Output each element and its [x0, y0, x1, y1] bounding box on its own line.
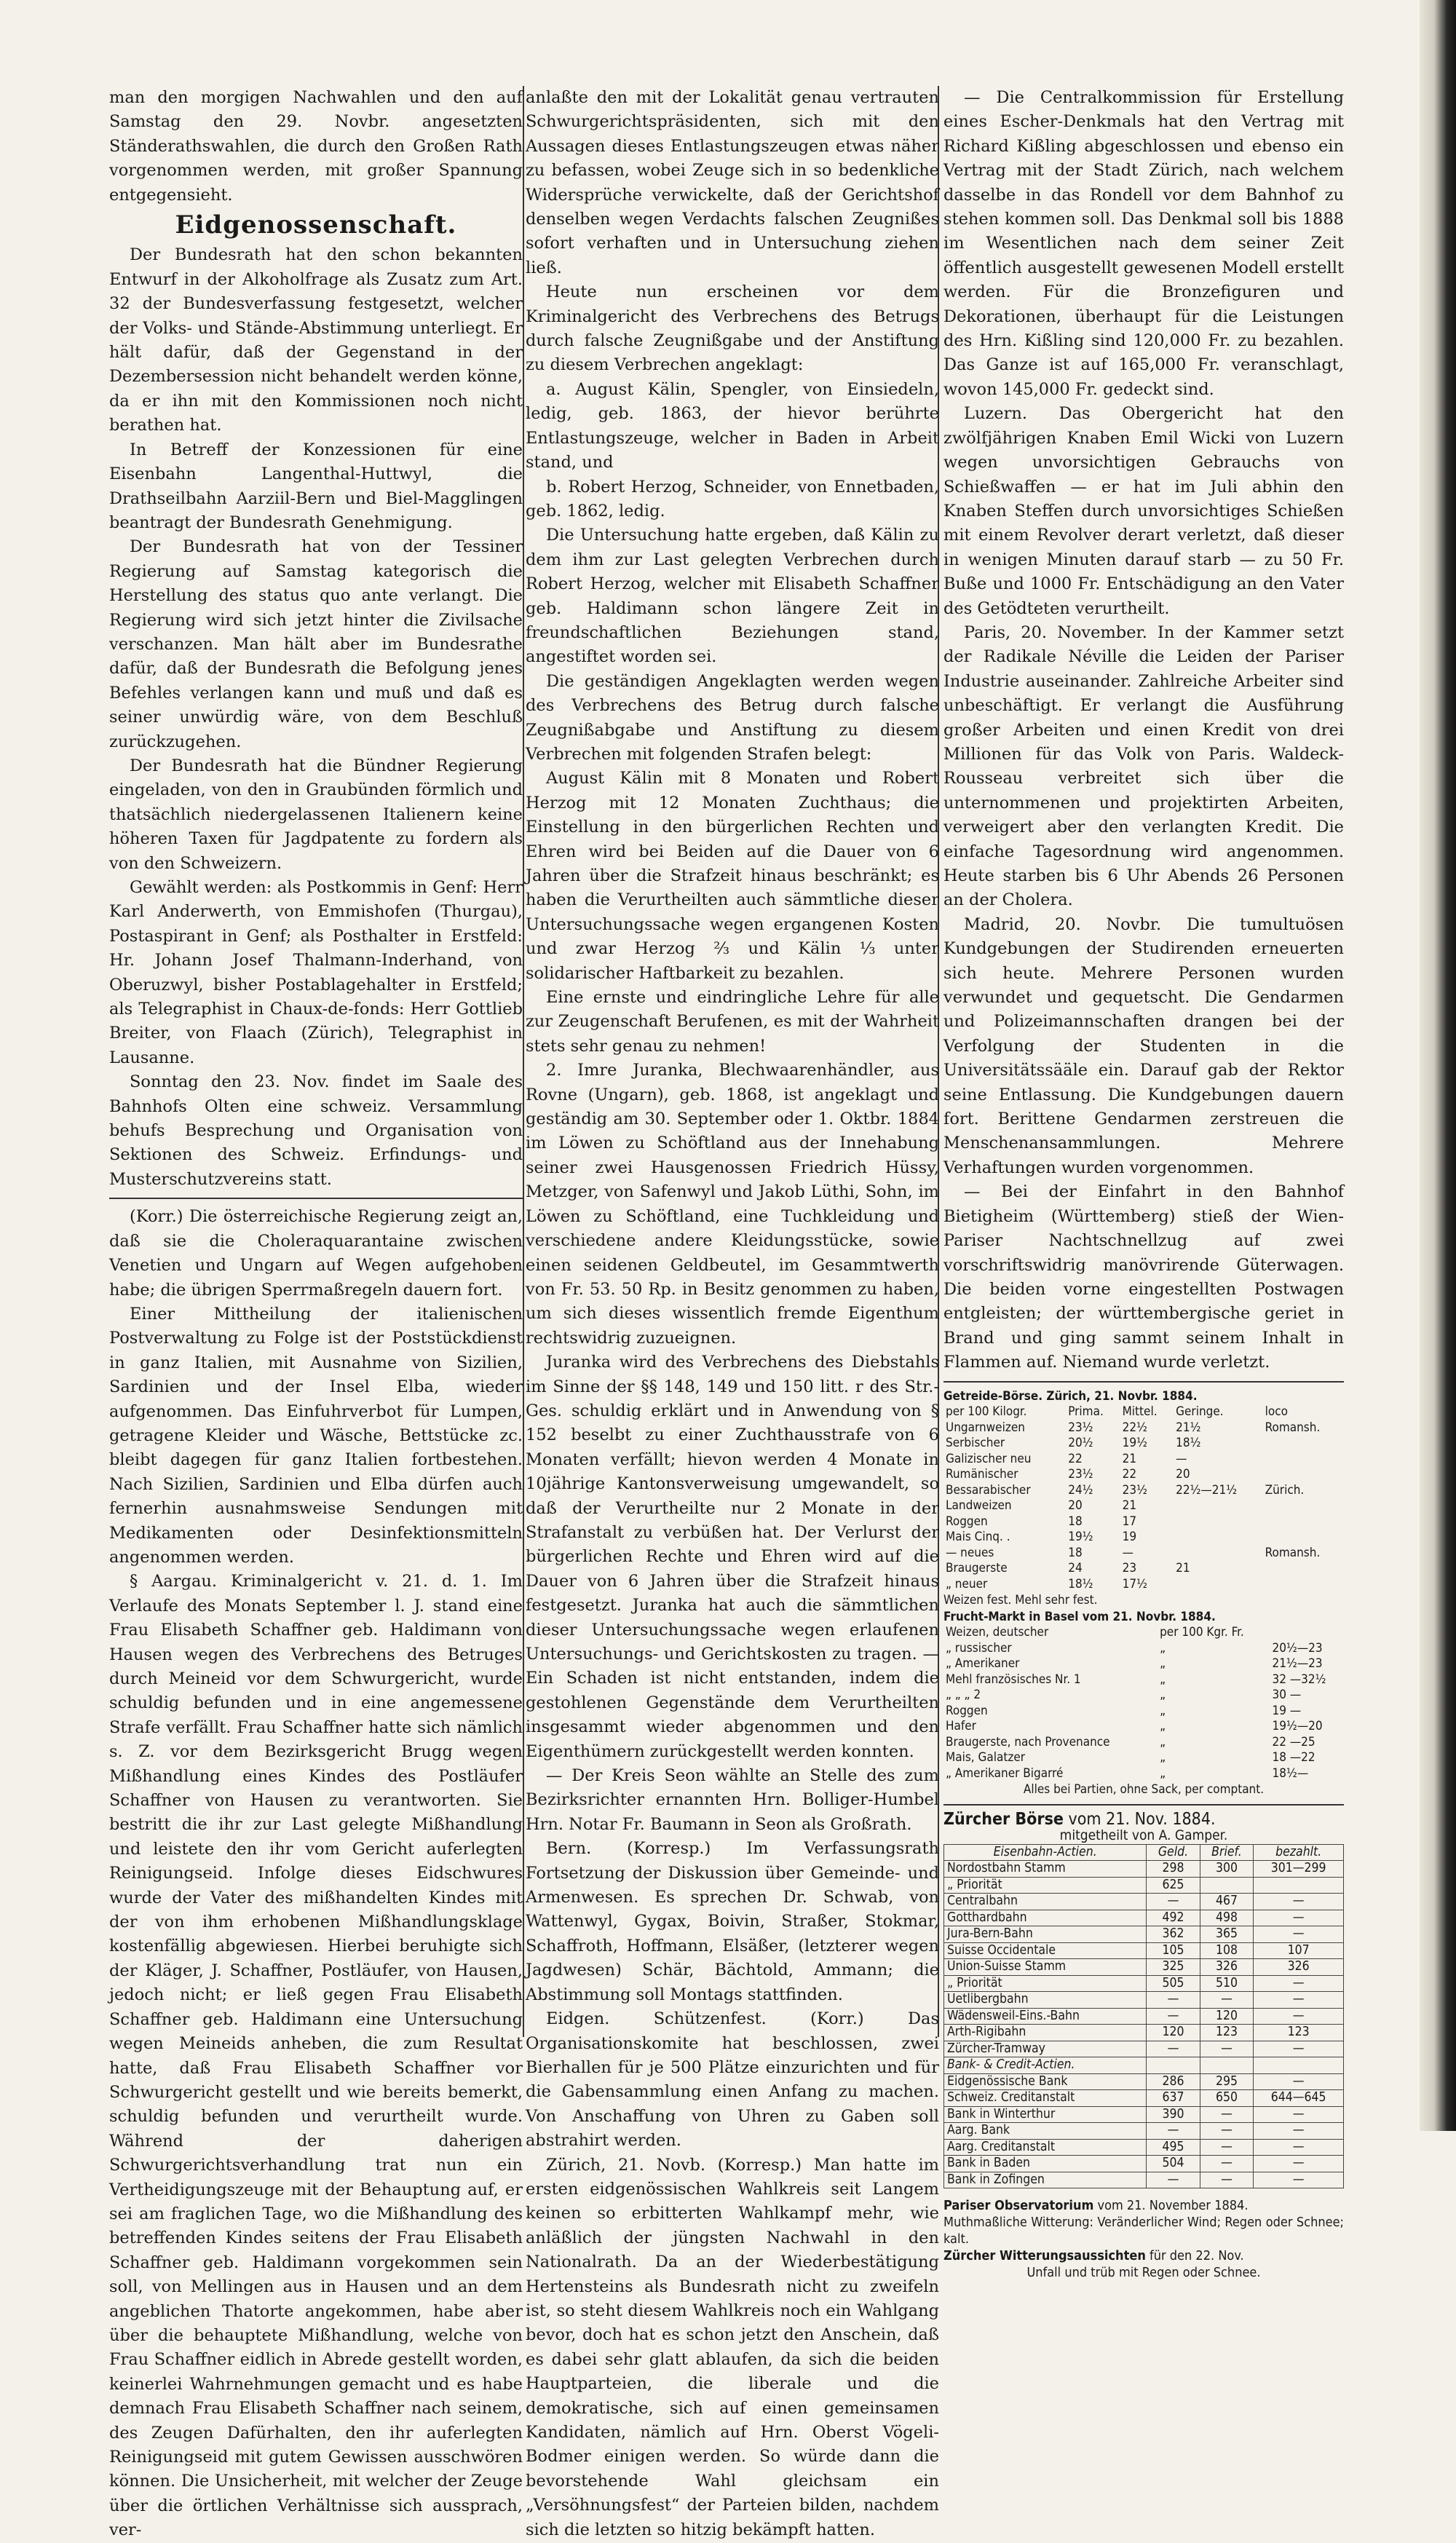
table-cell: Zürich. — [1265, 1482, 1305, 1498]
table-row — [944, 1861, 1344, 1878]
article: Bern. (Korresp.) Im Verfassungsrath Fortsetzung der Diskussion über Gemeinde- und Armenwesen. Es sprechen Dr. Schwab, von Wattenwyl, Gygax, Boivin, Straßer, Stokmar, Schaffroth, Hoffmann, Elsäßer, (letzterer wegen Jagdwesen) Schär, Bächtold, Ammann; die Abstimmung soll Montags stattfinden. — [526, 1839, 939, 2004]
table-cell: Ungarnweizen — [946, 1420, 1025, 1435]
table-cell: 505 — [1147, 1975, 1200, 1992]
table-cell: Bessarabischer — [946, 1482, 1031, 1498]
table-header: Mittel. — [1122, 1404, 1158, 1420]
table-cell: Galizischer neu — [946, 1451, 1032, 1466]
table-cell: 21½ — [1176, 1420, 1201, 1435]
table-row — [943, 1625, 1344, 1641]
table-cell: — — [1147, 2172, 1200, 2188]
table-cell: — — [1254, 1926, 1344, 1943]
table-cell: 17 — [1122, 1514, 1137, 1529]
table-header-row — [943, 1404, 1344, 1420]
table-row — [944, 1942, 1344, 1959]
article: Die Untersuchung hatte ergeben, daß Kälin zu dem ihm zur Last gelegten Verbrechen durch Robert Herzog, welcher mit Elisabeth Schaffner geb. Haldimann schon längere Zeit in freundschaftlichen Beziehungen stand, angestiftet worden sei. — [526, 526, 939, 667]
table-cell: 301—299 — [1254, 1861, 1344, 1878]
table-cell: „ — [1160, 1734, 1166, 1749]
table-cell: Mais, Galatzer — [946, 1750, 1026, 1765]
table-row — [943, 1530, 1344, 1546]
table-cell: — — [1200, 2156, 1254, 2172]
table-cell: 390 — [1147, 2106, 1200, 2123]
table-cell: Braugerste, nach Provenance — [946, 1734, 1110, 1749]
table-cell: — — [1254, 2123, 1344, 2140]
table-row — [943, 1561, 1344, 1577]
table-cell: 24 — [1068, 1561, 1083, 1576]
table-cell: — — [1254, 2172, 1344, 2188]
table-cell: — — [1254, 2139, 1344, 2156]
table-cell: 20 — [1176, 1467, 1190, 1482]
table-cell: Serbischer — [946, 1436, 1005, 1451]
article: Der Bundesrath hat den schon bekannten Entwurf in der Alkoholfrage als Zusatz zum Art. 32 der Bundesverfassung festgesetzt, welcher der Volks- und Stände-Abstimmung unterliegt. Er hält dafür, daß der Gegenstand in der Dezembersession nicht behandelt werden könne, da er ihn mit den Kommissionen noch nicht berathen hat. — [109, 245, 523, 435]
article: Die geständigen Angeklagten werden wegen des Verbrechens des Betrug durch falsche Zeugnißabgabe und Anstiftung zu diesem Verbrechen mit folgenden Strafen belegt: — [526, 671, 939, 764]
table-cell: 18½— — [1272, 1765, 1309, 1781]
table-row — [944, 2139, 1344, 2156]
boerse-date: vom 21. Nov. 1884. — [1068, 1809, 1216, 1829]
article: — Der Kreis Seon wählte an Stelle des zum Bezirksrichter ernannten Hrn. Bolliger-Humbel Hrn. Notar Fr. Baumann in Seon als Großrath. — [526, 1766, 939, 1834]
table-cell: — — [1254, 2008, 1344, 2025]
table-cell: 18 — [1068, 1545, 1083, 1560]
frucht-title: Frucht-Markt in Basel vom 21. Novbr. 1884. — [943, 1609, 1216, 1624]
table-cell: — — [1200, 2172, 1254, 2188]
column-rule-left — [523, 86, 524, 2037]
table-cell: Gotthardbahn — [944, 1910, 1147, 1926]
article: Heute nun erscheinen vor dem Kriminalgericht des Verbrechens des Betrugs durch falsche Zeugnißgabe und der Anstiftung zu diesem Verbrechen angeklagt: — [526, 282, 939, 375]
table-cell: Roggen — [946, 1514, 988, 1529]
table-cell: — — [1147, 2041, 1200, 2057]
table-cell: 21 — [1122, 1498, 1137, 1514]
table-cell: 298 — [1147, 1861, 1200, 1878]
table-cell: 23 — [1122, 1561, 1137, 1576]
table-cell: „ — [1160, 1656, 1166, 1672]
article: b. Robert Herzog, Schneider, von Ennetbaden, geb. 1862, ledig. — [526, 477, 939, 521]
table-cell: 30 — — [1272, 1688, 1302, 1703]
table-cell: — — [1254, 1975, 1344, 1992]
table-cell — [1263, 1498, 1344, 1514]
table-header: Geld. — [1147, 1844, 1200, 1861]
table-row — [944, 2156, 1344, 2172]
table-cell: Roggen — [946, 1703, 988, 1718]
boerse-title: Zürcher Börse — [943, 1809, 1064, 1829]
table-row — [944, 1877, 1344, 1894]
table-cell: Romansh. — [1265, 1545, 1321, 1560]
article: — Bei der Einfahrt in den Bahnhof Bietigheim (Württemberg) stieß der Wien-Pariser Nachtschnellzug auf zwei vorschriftswidrig manövrirende Güterwagen. Die beiden vorne eingestellten Postwagen entgleisten; der württembergische geriet in Brand und ging sammt seinem Inhalt in Flammen auf. Niemand wurde verletzt. — [943, 1182, 1344, 1372]
table-cell: 18 —22 — [1272, 1750, 1315, 1765]
table-cell: 300 — [1200, 1861, 1254, 1878]
table-cell: „ Priorität — [944, 1975, 1147, 1992]
table-cell: „ Priorität — [944, 1877, 1147, 1894]
table-cell — [1263, 1436, 1344, 1452]
table-header: per 100 Kilogr. — [946, 1404, 1027, 1420]
table-cell: 362 — [1147, 1926, 1200, 1943]
table-cell: 22 —25 — [1272, 1734, 1315, 1749]
table-cell: 120 — [1147, 2025, 1200, 2041]
table-cell: Uetlibergbahn — [944, 1992, 1147, 2009]
section-heading: Eidgenossenschaft. — [175, 210, 457, 240]
table-cell: — — [1254, 1910, 1344, 1926]
table-cell: — — [1122, 1545, 1133, 1560]
article: anlaßte den mit der Lokalität genau vertrauten Schwurgerichtspräsidenten, sich mit den Aussagen dieses Entlastungszeugen etwas näher zu befassen, wobei Zeuge sich in so bedenkliche Widersprüche verwickelte, daß der Gerichtshof denselben wegen Verdachts falschen Zeugnißes sofort verhaften und in Untersuchung ziehen ließ. — [526, 88, 939, 277]
table-cell: 21 — [1122, 1451, 1137, 1466]
article: Der Bundesrath hat die Bündner Regierung eingeladen, von den in Graubünden förmlich und thatsächlich niedergelassenen Italienern keine höheren Taxen für Jagdpatente zu fordern als von den Schweizern. — [109, 756, 523, 873]
table-cell: „ neuer — [946, 1576, 988, 1591]
table-row — [943, 1735, 1344, 1751]
table-cell: „ — [1160, 1672, 1166, 1687]
table-cell: — — [1254, 1894, 1344, 1910]
table-cell: „ — [1160, 1688, 1166, 1703]
table-cell: — — [1147, 2123, 1200, 2140]
table-cell: 286 — [1147, 2073, 1200, 2090]
scan-edge — [1420, 0, 1456, 2131]
table-cell: Hafer — [946, 1719, 976, 1734]
table-row — [944, 2025, 1344, 2041]
table-row — [944, 2008, 1344, 2025]
table-cell: 23½ — [1068, 1420, 1093, 1435]
article: Eine ernste und eindringliche Lehre für alle zur Zeugenschaft Berufenen, es mit der Wahrheit stets sehr genau zu nehmen! — [526, 988, 939, 1056]
table-row — [943, 1546, 1344, 1562]
table-cell: 107 — [1254, 1942, 1344, 1959]
table-cell — [1254, 1877, 1344, 1894]
table-row — [943, 1672, 1344, 1688]
table-cell: Rumänischer — [946, 1467, 1018, 1482]
table-cell: 19½ — [1068, 1530, 1093, 1545]
table-cell: — — [1200, 1992, 1254, 2009]
table-row — [944, 1959, 1344, 1976]
table-cell: 504 — [1147, 2156, 1200, 2172]
table-cell: 20 — [1068, 1498, 1083, 1514]
table-cell: 20½—23 — [1272, 1640, 1323, 1656]
table-row — [943, 1766, 1344, 1782]
table-cell: 19½ — [1122, 1436, 1147, 1451]
table-header: loco — [1265, 1404, 1288, 1420]
article: Der Bundesrath hat von der Tessiner Regierung auf Samstag kategorisch die Herstellung des status quo ante verlangt. Die Regierung wird sich jetzt hinter die Zivilsache verschanzen. Man hält aber im Bundesrathe dafür, daß der Bundesrath die Befolgung jenes Befehles verlangen kann und muß und daß es seiner unwürdig wäre, von dem Beschluß zurückzugehen. — [109, 537, 523, 751]
table-cell: 18½ — [1068, 1576, 1093, 1591]
divider — [943, 1804, 1344, 1806]
table-cell: 19½—20 — [1272, 1719, 1323, 1734]
table-cell — [1174, 1498, 1262, 1514]
table-cell — [1174, 1530, 1262, 1546]
table-row — [943, 1452, 1344, 1468]
boerse-by: mitgetheilt von A. Gamper. — [1059, 1827, 1228, 1844]
table-cell: 650 — [1200, 2090, 1254, 2107]
table-cell: — — [1254, 2073, 1344, 2090]
table-cell: Mais Cinq. . — [946, 1530, 1010, 1545]
table-cell: 32 —32½ — [1272, 1672, 1326, 1687]
table-cell: — neues — [946, 1545, 994, 1560]
article: Luzern. Das Obergericht hat den zwölfjährigen Knaben Emil Wicki von Luzern wegen unvorsichtigen Gebrauchs von Schießwaffen — er hat im Juli abhin den Knaben Steffen durch unvorsichtiges Schießen mit einem Revolver derart verletzt, daß dieser in wenigen Minuten darauf starb — zu 50 Fr. Buße und 1000 Fr. Entschädigung an den Vater des Getödteten verurtheilt. — [943, 404, 1344, 618]
table-cell: 326 — [1200, 1959, 1254, 1976]
table-cell: 498 — [1200, 1910, 1254, 1926]
table-cell: 19 — [1122, 1530, 1137, 1545]
table-cell: 295 — [1200, 2073, 1254, 2090]
table-row — [944, 1910, 1344, 1926]
table-cell: 21 — [1176, 1561, 1190, 1576]
table-cell: 108 — [1200, 1942, 1254, 1959]
table-cell: „ — [1160, 1640, 1166, 1656]
table-cell: 23½ — [1122, 1482, 1147, 1498]
table-cell: Eidgenössische Bank — [944, 2073, 1147, 2090]
table-cell: 625 — [1147, 1877, 1200, 1894]
table-cell: 365 — [1200, 1926, 1254, 1943]
observ-text: Muthmaßliche Witterung: Veränderlicher Wind; Regen oder Schnee; kalt. — [943, 2215, 1344, 2247]
table-cell: Bank in Baden — [944, 2156, 1147, 2172]
table-cell: — — [1147, 1992, 1200, 2009]
article: Sonntag den 23. Nov. findet im Saale des Bahnhofs Olten eine schweiz. Versammlung behufs Besprechung und Organisation von Sektionen des Schweiz. Erfindungs- und Musterschutzvereins statt. — [109, 1072, 523, 1189]
table-row — [943, 1514, 1344, 1530]
table-row — [943, 1436, 1344, 1452]
article: a. August Kälin, Spengler, von Einsiedeln, ledig, geb. 1863, der hievor berührte Entlastungszeuge, welcher in Baden in Arbeit stand, und — [526, 379, 939, 472]
getreide-note: Weizen fest. Mehl sehr fest. — [943, 1593, 1098, 1608]
column-1 — [109, 86, 523, 2543]
table-cell: 18 — [1068, 1514, 1083, 1529]
table-cell: Union-Suisse Stamm — [944, 1959, 1147, 1976]
table-cell: „ — [1160, 1719, 1166, 1734]
table-cell: „ Amerikaner Bigarré — [946, 1765, 1064, 1781]
table-cell — [1263, 1514, 1344, 1530]
table-cell: 467 — [1200, 1894, 1254, 1910]
table-cell: „ — [1160, 1703, 1166, 1718]
table-row — [944, 2073, 1344, 2090]
table-cell: Bank in Zofingen — [944, 2172, 1147, 2188]
getreide-boerse — [943, 1388, 1344, 1798]
article: Gewählt werden: als Postkommis in Genf: Herr Karl Anderwerth, von Emmishofen (Thurgau), Postaspirant in Genf; als Posthalter in Erstfeld: Hr. Johann Josef Thalmann-Inderhand, von Oberuzwyl, bisher Postablagehalter in Erstfeld; als Telegraphist in Chaux-de-fonds: Herr Gottlieb Breiter, von Flaach (Zürich), Telegraphist in Lausanne. — [109, 878, 523, 1067]
article: Madrid, 20. Novbr. Die tumultuösen Kundgebungen der Studirenden erneuerten sich heute. Mehrere Personen wurden verwundet und gequetscht. Die Gendarmen und Polizeimannschaften drangen bei der Verfolgung der Studenten in die Universitätssääle ein. Darauf gab der Rektor seine Entlassung. Die Kundgebungen dauern fort. Berittene Gendarmen zerstreuen die Menschenansammlungen. Mehrere Verhaftungen wurden vorgenommen. — [943, 914, 1344, 1177]
zuercher-boerse — [943, 1811, 1344, 2189]
table-cell: 22 — [1122, 1467, 1137, 1482]
intro-text: man den morgigen Nachwahlen und den auf Samstag den 29. Novbr. angesetzten Ständerathswahlen, die durch den Großen Rath vorgenommen werden, mit großer Spannung entgegensieht. — [109, 88, 523, 205]
table-row — [943, 1688, 1344, 1704]
table-cell: 644—645 — [1254, 2090, 1344, 2107]
table-cell: 23½ — [1068, 1467, 1093, 1482]
divider — [943, 1381, 1344, 1383]
table-cell: 123 — [1254, 2025, 1344, 2041]
table-cell: „ — [1160, 1750, 1166, 1765]
table-row — [943, 1704, 1344, 1720]
table-cell — [1263, 1561, 1344, 1577]
article: Einer Mittheilung der italienischen Postverwaltung zu Folge ist der Poststückdienst in ganz Italien, mit Ausnahme von Sizilien, Sardinien und der Insel Elba, wieder aufgenommen. Das Einfuhrverbot für Lumpen, getragene Kleider und Wäsche, Bettstücke zc. bleibt dagegen für ganz Italien fortbestehen. Nach Sizilien, Sardinien und Elba dürfen auch fernerhin ausnahmsweise Sendungen mit Medikamenten oder Desinfektionsmitteln angenommen werden. — [109, 1304, 523, 1567]
table-cell: 21½—23 — [1272, 1656, 1323, 1672]
table-row — [944, 2041, 1344, 2057]
observ-date: vom 21. November 1884. — [1097, 2198, 1249, 2214]
table-cell: Romansh. — [1265, 1420, 1321, 1435]
table-cell: Schweiz. Creditanstalt — [944, 2090, 1147, 2107]
table-cell: — — [1254, 2156, 1344, 2172]
table-row — [943, 1750, 1344, 1766]
table-cell — [1174, 1514, 1262, 1530]
table-cell: 24½ — [1068, 1482, 1093, 1498]
table-header: Bank- & Credit-Actien. — [944, 2057, 1147, 2074]
table-cell: Suisse Occidentale — [944, 1942, 1147, 1959]
table-cell: 105 — [1147, 1942, 1200, 1959]
table-cell: 492 — [1147, 1910, 1200, 1926]
table-row — [944, 1894, 1344, 1910]
table-cell: 325 — [1147, 1959, 1200, 1976]
table-row — [943, 1641, 1344, 1657]
wetter-text: Unfall und trüb mit Regen oder Schnee. — [1026, 2265, 1261, 2281]
getreide-table — [943, 1404, 1344, 1592]
table-cell: „ — [1160, 1765, 1166, 1781]
table-cell: „ Amerikaner — [946, 1656, 1020, 1672]
table-header: Brief. — [1200, 1844, 1254, 1861]
table-header: Geringe. — [1176, 1404, 1224, 1420]
table-cell: 326 — [1254, 1959, 1344, 1976]
table-cell: 20½ — [1068, 1436, 1093, 1451]
table-cell — [1263, 1530, 1344, 1546]
table-row — [943, 1420, 1344, 1436]
table-cell: Nordostbahn Stamm — [944, 1861, 1147, 1878]
table-row — [944, 1926, 1344, 1943]
article: In Betreff der Konzessionen für eine Eisenbahn Langenthal-Huttwyl, die Drathseilbahn Aarziil-Bern und Biel-Magglingen beantragt der Bundesrath Genehmigung. — [109, 440, 523, 532]
getreide-title: Getreide-Börse. Zürich, 21. Novbr. 1884. — [943, 1388, 1198, 1404]
table-cell: — — [1200, 2106, 1254, 2123]
article: Eidgen. Schützenfest. (Korr.) Das Organisationskomite hat beschlossen, zwei Bierhallen für je 500 Plätze einzurichten und für die Gabensammlung einen Anfang zu machen. Von Anschaffung von Uhren zu Gaben soll abstrahirt werden. — [526, 2009, 939, 2151]
table-cell: Jura-Bern-Bahn — [944, 1926, 1147, 1943]
table-cell: — — [1254, 1992, 1344, 2009]
table-row — [944, 1992, 1344, 2009]
observ-title: Pariser Observatorium — [943, 2198, 1094, 2214]
table-cell: Weizen, deutscher — [946, 1625, 1049, 1640]
table-cell: per 100 Kgr. Fr. — [1160, 1625, 1244, 1640]
table-cell: 637 — [1147, 2090, 1200, 2107]
table-cell: 123 — [1200, 2025, 1254, 2041]
article: Juranka wird des Verbrechens des Diebstahls im Sinne der §§ 148, 149 und 150 litt. r des Str.-Ges. schuldig erklärt und in Anwendung von § 152 beselbt zu einer Zuchthausstrafe von 6 Monaten verfällt; hievon werden 4 Monate in 10jährige Kantonsverweisung umgewandelt, so daß der Verurtheilte nur 2 Monate in der Strafanstalt zu verbüßen hat. Der Verlurst der bürgerlichen Rechte und Ehren wird auf die Dauer von 6 Jahren über die Strafzeit hinaus festgesetzt. Juranka hat auch die sämmtlichen dieser Untersuchungssache wegen erlaufenen Untersuchungs- und Gerichtskosten zu tragen. — Ein Schaden ist nicht entstanden, indem die gestohlenen Gegenstände dem Verurtheilten insgesammt wieder abgenommen und den Eigenthümern zurückgestellt werden konnten. — [526, 1353, 939, 1761]
article: (Korr.) Die österreichische Regierung zeigt an, daß sie die Choleraquarantaine zwischen Venetien und Ungarn auf Wegen aufgehoben habe; die übrigen Sperrmaßregeln dauern fort. — [109, 1207, 523, 1300]
observatorium — [943, 2197, 1344, 2281]
table-cell: 495 — [1147, 2139, 1200, 2156]
table-cell: Wädensweil-Eins.-Bahn — [944, 2008, 1147, 2025]
table-cell: — — [1200, 2139, 1254, 2156]
table-cell: Arth-Rigibahn — [944, 2025, 1147, 2041]
wetter-title: Zürcher Witterungsaussichten — [943, 2248, 1146, 2264]
table-header: Prima. — [1068, 1404, 1104, 1420]
frucht-table — [943, 1625, 1344, 1781]
table-cell — [1263, 1452, 1344, 1468]
article: Zürich, 21. Novb. (Korresp.) Man hatte im ersten eidgenössischen Wahlkreis seit Langem keinen so erbitterten Wahlkampf mehr, wie anläßlich der jüngsten Nachwahl in den Nationalrath. Da an der Wiederbestätigung Hertensteins als Bundesrath nicht zu zweifeln ist, so steht diesem Wahlkreis noch ein Wahlgang bevor, doch hat es schon jetzt den Anschein, daß es dabei sehr glatt ablaufen, da sich die beiden Hauptparteien, die liberale und die demokratische, sich auf einen gemeinsamen Kandidaten, nämlich auf Hrn. Oberst Vögeli-Bodmer einigen werden. So würde dann die bevorstehende Wahl gleichsam ein „Versöhnungsfest“ der Parteien bilden, nachdem sich die letzten so hitzig bekämpft hatten. — [526, 2155, 939, 2539]
article: — Die Centralkommission für Erstellung eines Escher-Denkmals hat den Vertrag mit Richard Kißling abgeschlossen und ebenso ein Vertrag mit der Stadt Zürich, nach welchem dasselbe in das Rondell vor dem Bahnhof zu stehen kommen soll. Das Denkmal soll bis 1888 im Wesentlichen nach dem seiner Zeit öffentlich ausgestellt gewesenen Modell erstellt werden. Für die Bronzefiguren und Dekorationen, überhaupt für die Leistungen des Hrn. Kißling sind 120,000 Fr. zu bezahlen. Das Ganze ist auf 165,000 Fr. veranschlagt, wovon 145,000 Fr. gedeckt sind. — [943, 88, 1344, 399]
table-header-row — [944, 2057, 1344, 2074]
table-cell: 18½ — [1176, 1436, 1201, 1451]
boerse-table — [943, 1844, 1344, 2189]
frucht-note: Alles bei Partien, ohne Sack, per comptant. — [1023, 1782, 1265, 1797]
table-cell: „ russischer — [946, 1640, 1012, 1656]
table-cell — [1263, 1577, 1344, 1593]
table-row — [943, 1719, 1344, 1735]
table-cell: 22½ — [1122, 1420, 1147, 1435]
column-2 — [526, 86, 939, 2542]
table-cell: 22½—21½ — [1176, 1482, 1238, 1498]
table-row — [944, 2090, 1344, 2107]
table-cell: 19 — — [1272, 1703, 1302, 1718]
table-cell — [1174, 1577, 1262, 1593]
table-cell: Mehl französisches Nr. 1 — [946, 1672, 1081, 1687]
table-header: Eisenbahn-Actien. — [944, 1844, 1147, 1861]
table-cell — [1174, 1546, 1262, 1562]
table-row — [944, 2106, 1344, 2123]
table-row — [944, 1975, 1344, 1992]
table-header: bezahlt. — [1254, 1844, 1344, 1861]
table-cell: 510 — [1200, 1975, 1254, 1992]
table-row — [943, 1656, 1344, 1672]
article: 2. Imre Juranka, Blechwaarenhändler, aus Rovne (Ungarn), geb. 1868, ist angeklagt und geständig am 30. September oder 1. Oktbr. 1884 im Löwen zu Schöftland aus der Innehabung seiner zwei Hausgenossen Friedrich Hüssy, Metzger, von Safenwyl und Jakob Lüthi, Sohn, im Löwen zu Schöftland, eine Tuchkleidung und verschiedene andere Kleidungsstücke, sowie einen seidenen Geldbeutel, im Gesammtwerth von Fr. 53. 50 Rp. in Besitz genommen zu haben, um sich dieses wissentlich fremde Eigenthum rechtswidrig zuzueignen. — [526, 1061, 939, 1348]
table-row — [943, 1577, 1344, 1593]
table-cell: — — [1200, 2123, 1254, 2140]
article: § Aargau. Kriminalgericht v. 21. d. 1. Im Verlaufe des Monats September l. J. stand eine Frau Elisabeth Schaffner geb. Haldimann von Hausen wegen des Verbrechens des Betruges durch Meineid vor dem Schwurgericht, wurde schuldig befunden und in eine angemessene Strafe verfällt. Frau Schaffner hatte sich nämlich s. Z. vor dem Bezirksgericht Brugg wegen Mißhandlung eines Kindes des Postläufer Schaffner von Hausen zu verantworten. Sie bestritt die ihr zur Last gelegte Mißhandlung und leistete den ihr vom Gericht auferlegten Reinigungseid. Infolge dieses Eidschwures wurde der Vater des mißhandelten Kindes mit der von ihm erhobenen Mißhandlungsklage kostenfällig abgewiesen. Hierbei beruhigte sich der Kläger, J. Schaffner, Postläufer, von Hausen, jedoch nicht; er ließ gegen Frau Elisabeth Schaffner geb. Haldimann eine Untersuchung wegen Meineids anheben, die zum Resultat hatte, daß Frau Elisabeth Schaffner vor Schwurgericht gestellt und wie bereits bemerkt, schuldig befunden und verurtheilt wurde. Während der daherigen Schwurgerichtsverhandlung trat nun ein Vertheidigungszeuge mit der Behauptung auf, er sei am fraglichen Tage, wo die Mißhandlung des betreffenden Kindes seitens der Frau Elisabeth Schaffner geb. Haldimann vorgekommen sein soll, von Mellingen aus in Hausen und an dem angeblichen Thatorte angekommen, habe aber über die behauptete Mißhandlung, welche von Frau Schaffner eidlich in Abrede gestellt worden, keinerlei Wahrnehmungen gemacht und es habe demnach Frau Elisabeth Schaffner nach seinem, des Zeugen Dafürhalten, den ihr auferlegten Reinigungseid mit gutem Gewissen ausschwören können. Die Unsicherheit, mit welcher der Zeuge über die örtlichen Verhältnisse sich aussprach, ver- — [109, 1572, 523, 2540]
table-cell: — — [1147, 1894, 1200, 1910]
table-cell — [1200, 1877, 1254, 1894]
divider — [109, 1198, 523, 1199]
table-cell: 120 — [1200, 2008, 1254, 2025]
table-cell: 17½ — [1122, 1576, 1147, 1591]
table-row — [943, 1483, 1344, 1499]
table-cell: „ „ „ 2 — [946, 1688, 981, 1703]
table-cell: — — [1200, 2041, 1254, 2057]
table-cell: Zürcher-Tramway — [944, 2041, 1147, 2057]
table-row — [943, 1467, 1344, 1483]
table-row — [944, 2172, 1344, 2188]
table-cell: — — [1176, 1451, 1187, 1466]
table-cell: Landweizen — [946, 1498, 1012, 1514]
table-cell: — — [1254, 2106, 1344, 2123]
wetter-date: für den 22. Nov. — [1150, 2248, 1244, 2264]
table-cell: Braugerste — [946, 1561, 1008, 1576]
table-cell: — — [1147, 2008, 1200, 2025]
table-cell: Aarg. Bank — [944, 2123, 1147, 2140]
article: August Kälin mit 8 Monaten und Robert Herzog mit 12 Monaten Zuchthaus; die Einstellung in den bürgerlichen Rechten und Ehren wird bei Beiden auf die Dauer von 6 Jahren über die Strafzeit hinaus beschränkt; es haben die Verurtheilten auch sämmtliche dieser Untersuchungssache wegen ergangenen Kosten und zwar Herzog ⅔ und Kälin ⅓ unter solidarischer Haftbarkeit zu bezahlen. — [526, 769, 939, 983]
article: Paris, 20. November. In der Kammer setzt der Radikale Néville die Leiden der Pariser Industrie auseinander. Zahlreiche Arbeiter sind unbeschäftigt. Er verlangt die Ausführung großer Arbeiten und einen Kredit von drei Millionen für das Volk von Paris. Waldeck-Rousseau verbreitet sich über die unternommenen und projektirten Arbeiten, verweigert aber den verlangten Kredit. Die einfache Tagesordnung wird angenommen. Heute starben bis 6 Uhr Abends 26 Personen an der Cholera. — [943, 622, 1344, 910]
table-row — [943, 1498, 1344, 1514]
table-cell — [1263, 1467, 1344, 1483]
table-cell: Bank in Winterthur — [944, 2106, 1147, 2123]
table-cell: Aarg. Creditanstalt — [944, 2139, 1147, 2156]
column-3 — [943, 86, 1344, 2281]
table-header-row — [944, 1844, 1344, 1861]
table-cell: — — [1254, 2041, 1344, 2057]
table-cell: Centralbahn — [944, 1894, 1147, 1910]
table-cell — [1270, 1625, 1344, 1641]
table-cell: 22 — [1068, 1451, 1083, 1466]
